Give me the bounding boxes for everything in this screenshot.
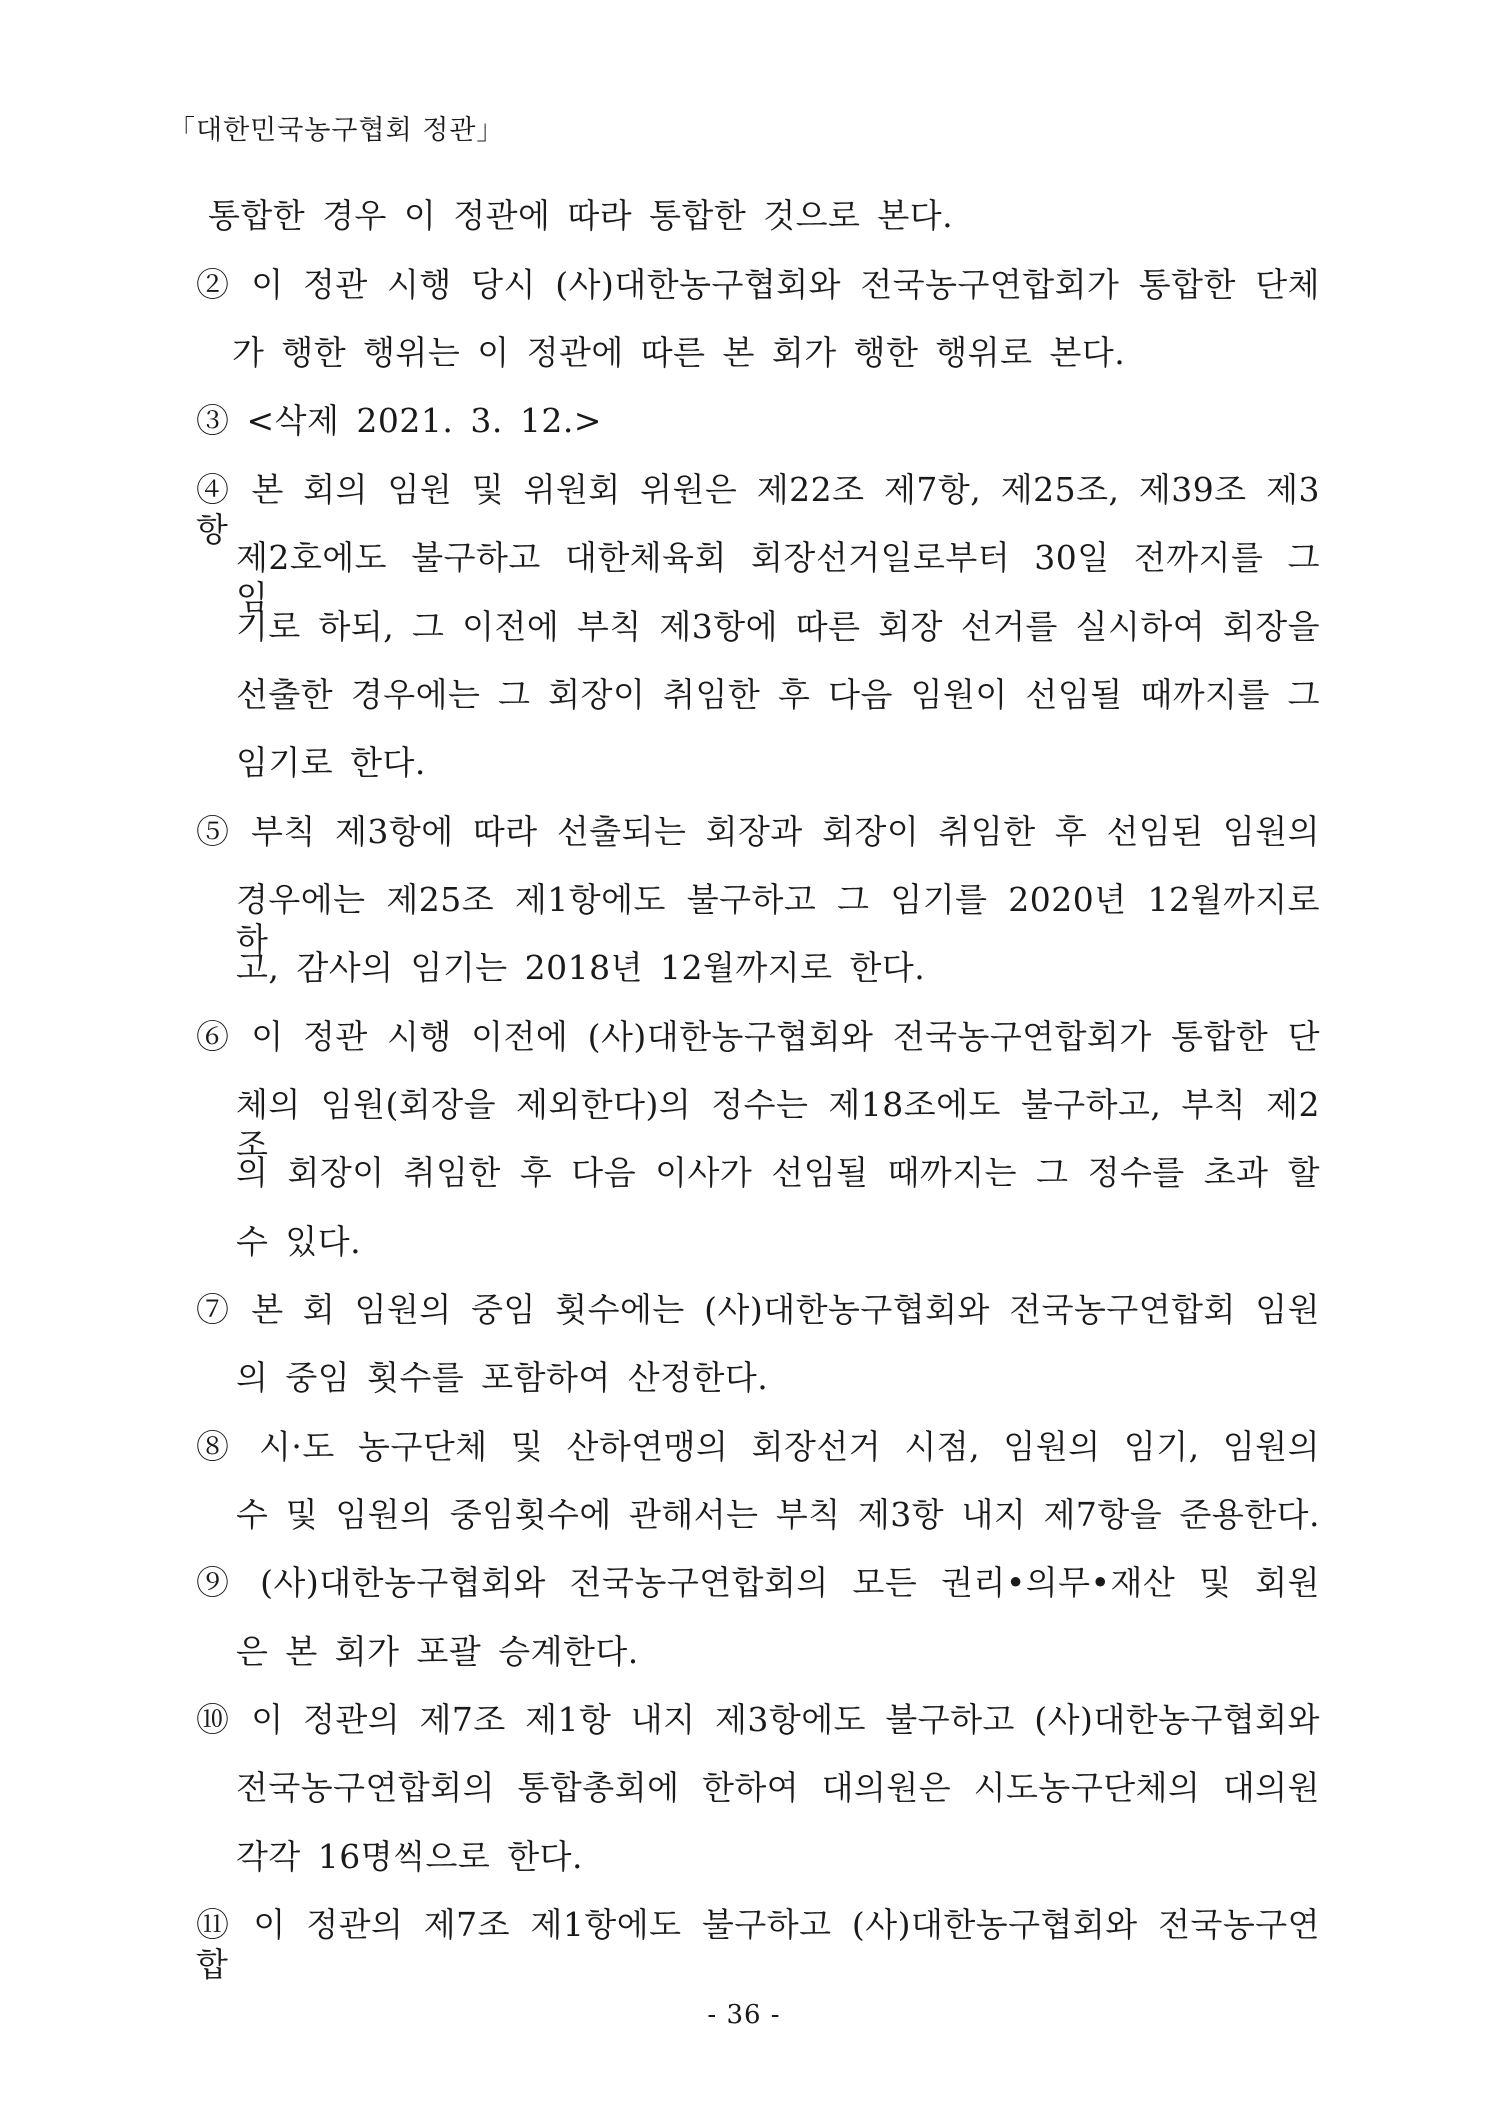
text-line: 제2호에도 불구하고 대한체육회 회장선거일로부터 30일 전까지를 그 임 <box>236 538 1320 617</box>
text-line: 통합한 경우 이 정관에 따라 통합한 것으로 본다. <box>208 196 954 235</box>
text-line: 기로 하되, 그 이전에 부칙 제3항에 따른 회장 선거를 실시하여 회장을 <box>236 607 1320 646</box>
text-line: 각각 16명씩으로 한다. <box>236 1837 583 1876</box>
text-line: 고, 감사의 임기는 2018년 12월까지로 한다. <box>236 948 926 987</box>
page-number: - 36 - <box>707 2000 781 2030</box>
clause-11-line: ⑪ 이 정관의 제7조 제1항에도 불구하고 (사)대한농구협회와 전국농구연합 <box>196 1905 1320 1984</box>
text-line: 은 본 회가 포괄 승계한다. <box>236 1632 639 1671</box>
clause-7-line: ⑦ 본 회 임원의 중임 횟수에는 (사)대한농구협회와 전국농구연합회 임원 <box>196 1290 1320 1329</box>
clause-5-line: ⑤ 부칙 제3항에 따라 선출되는 회장과 회장이 취임한 후 선임된 임원의 <box>196 812 1320 851</box>
text-line: 임기로 한다. <box>236 743 426 782</box>
text-line: 체의 임원(회장을 제외한다)의 정수는 제18조에도 불구하고, 부칙 제2조 <box>236 1085 1320 1164</box>
clause-6-line: ⑥ 이 정관 시행 이전에 (사)대한농구협회와 전국농구연합회가 통합한 단 <box>196 1017 1320 1056</box>
text-line: 의 회장이 취임한 후 다음 이사가 선임될 때까지는 그 정수를 초과 할 <box>236 1153 1320 1192</box>
clause-10-line: ⑩ 이 정관의 제7조 제1항 내지 제3항에도 불구하고 (사)대한농구협회와 <box>196 1700 1320 1739</box>
clause-9-line: ⑨ (사)대한농구협회와 전국농구연합회의 모든 권리•의무•재산 및 회원 <box>196 1563 1320 1602</box>
clause-2-line: ② 이 정관 시행 당시 (사)대한농구협회와 전국농구연합회가 통합한 단체 <box>196 265 1320 304</box>
text-line: 가 행한 행위는 이 정관에 따른 본 회가 행한 행위로 본다. <box>232 333 1126 372</box>
text-line: 경우에는 제25조 제1항에도 불구하고 그 임기를 2020년 12월까지로 하 <box>236 880 1320 959</box>
text-line: 전국농구연합회의 통합총회에 한하여 대의원은 시도농구단체의 대의원 <box>236 1768 1320 1807</box>
document-header-title: 「대한민국농구협회 정관」 <box>168 115 505 146</box>
text-line: 수 있다. <box>236 1222 362 1261</box>
clause-8-line: ⑧ 시·도 농구단체 및 산하연맹의 회장선거 시점, 임원의 임기, 임원의 <box>196 1427 1320 1466</box>
text-line: 의 중임 횟수를 포함하여 산정한다. <box>236 1358 769 1397</box>
text-line: 선출한 경우에는 그 회장이 취임한 후 다음 임원이 선임될 때까지를 그 <box>236 675 1320 714</box>
text-line: 수 및 임원의 중임횟수에 관해서는 부칙 제3항 내지 제7항을 준용한다. <box>236 1495 1320 1534</box>
clause-3-line: ③ <삭제 2021. 3. 12.> <box>196 401 602 440</box>
clause-4-line: ④ 본 회의 임원 및 위원회 위원은 제22조 제7항, 제25조, 제39조 제3항 <box>196 470 1320 549</box>
